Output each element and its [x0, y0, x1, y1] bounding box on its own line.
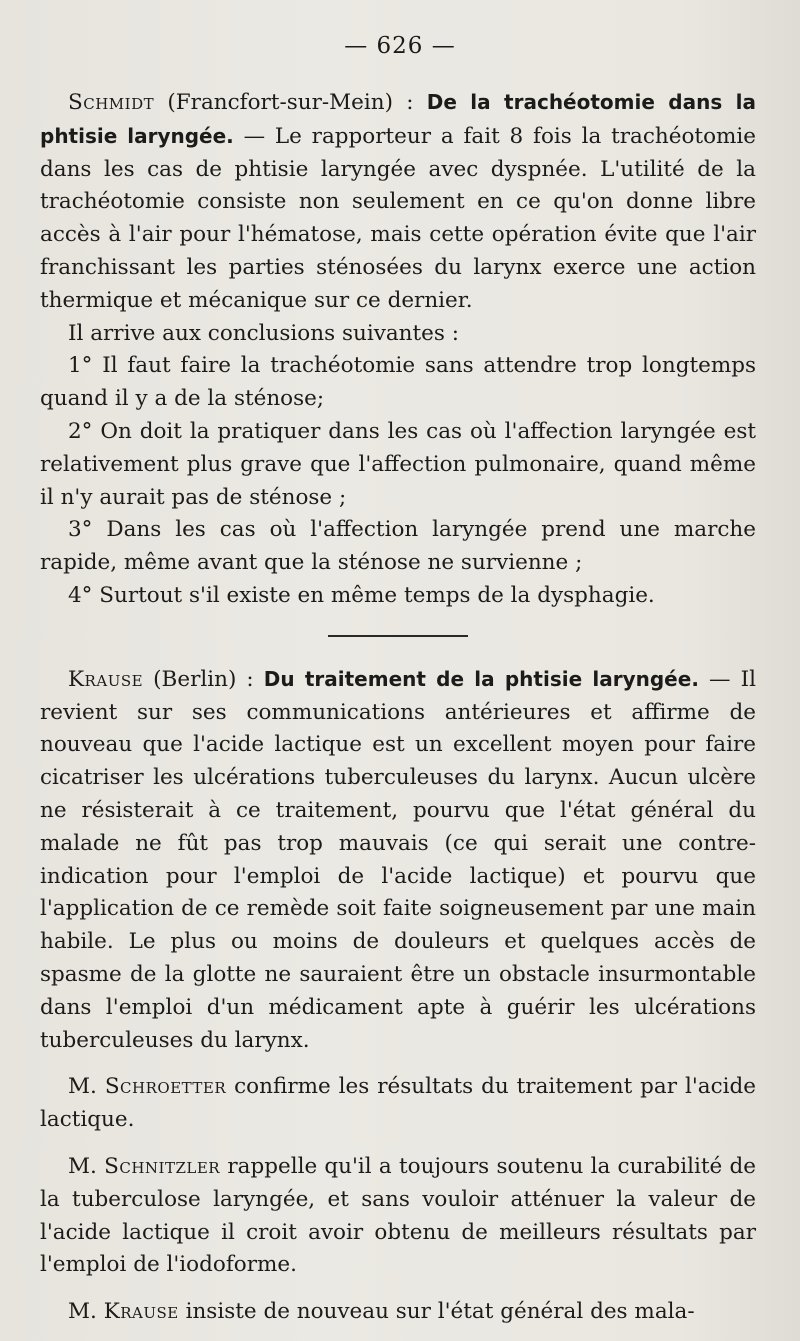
- conclusion-item: 2° On doit la pratiquer dans les cas où l'affection laryngée est relativement plus grave que l'affection pulmonaire, quand même il n'y aurait pas de sténose ;: [40, 418, 756, 510]
- schmidt-body: — Le rapporteur a fait 8 fois la trachéotomie dans les cas de phtisie laryngée avec dyspnée. L'utilité de la trachéotomie consiste non seulement en ce qu'on donne libre accès à l'air pour l'hématose, mais cette opération évite que l'air franchissant les parties sténosées du larynx exerce une action thermique et mécanique sur ce dernier.: [40, 123, 756, 313]
- page-number: — 626 —: [344, 33, 456, 59]
- schnitzler-name: Schnitzler: [104, 1153, 221, 1179]
- krause-final-paragraph: [40, 1296, 756, 1329]
- krause-final-name: Krause: [103, 1299, 179, 1325]
- schmidt-author: Schmidt: [68, 90, 155, 115]
- krause-final-text: insiste de nouveau sur l'état général des mala-: [178, 1299, 695, 1325]
- page-body: [40, 86, 756, 1329]
- krause-author: Krause: [68, 666, 144, 692]
- schroetter-name: Schroetter: [104, 1074, 227, 1100]
- schroetter-paragraph: [40, 1071, 756, 1137]
- krause-paragraph: [40, 663, 756, 1058]
- conclusion-item: 4° Surtout s'il existe en même temps de la dysphagie.: [68, 582, 655, 608]
- schroetter-text: confirme les résultats du traitement par l'acide lactique.: [40, 1074, 756, 1133]
- conclusions-intro: Il arrive aux conclusions suivantes :: [68, 320, 459, 346]
- schnitzler-prefix: M.: [68, 1153, 105, 1179]
- schmidt-title: De la trachéotomie dans la phtisie laryngée.: [40, 90, 756, 148]
- krause-body: — Il revient sur ses communications antérieures et affirme de nouveau que l'acide lactique est un excellent moyen pour faire cicatriser les ulcérations tuberculeuses du larynx. Aucun ulcère ne résisterait à ce traitement, pourvu que l'état général du malade ne fût pas trop mauvais (ce qui serait une contre-indication pour l'emploi de l'acide lactique) et pourvu que l'application de ce remède soit faite soigneusement par une main habile. Le plus ou moins de douleurs et quelques accès de spasme de la glotte ne sauraient être un obstacle insurmontable dans l'emploi d'un médicament apte à guérir les ulcérations tuberculeuses du larynx.: [40, 666, 756, 1053]
- schroetter-prefix: M.: [68, 1074, 105, 1100]
- krause-location: (Berlin) :: [143, 666, 264, 692]
- conclusion-item: 3° Dans les cas où l'affection laryngée prend une marche rapide, même avant que la sténose ne survienne ;: [40, 517, 756, 576]
- section-divider: [328, 635, 468, 637]
- schnitzler-paragraph: [40, 1151, 756, 1282]
- krause-final-prefix: M.: [68, 1299, 104, 1325]
- krause-title: Du traitement de la phtisie laryngée.: [263, 666, 699, 691]
- schmidt-location: (Francfort-sur-Mein) :: [154, 90, 427, 115]
- schmidt-paragraph: [40, 86, 756, 318]
- conclusion-item: 1° Il faut faire la trachéotomie sans attendre trop longtemps quand il y a de la sténose;: [40, 353, 756, 412]
- schnitzler-text: rappelle qu'il a toujours soutenu la curabilité de la tuberculose laryngée, et sans vouloir atténuer la valeur de l'acide lactique il croit avoir obtenu de meilleurs résultats par l'emploi de l'iodoforme.: [40, 1153, 757, 1278]
